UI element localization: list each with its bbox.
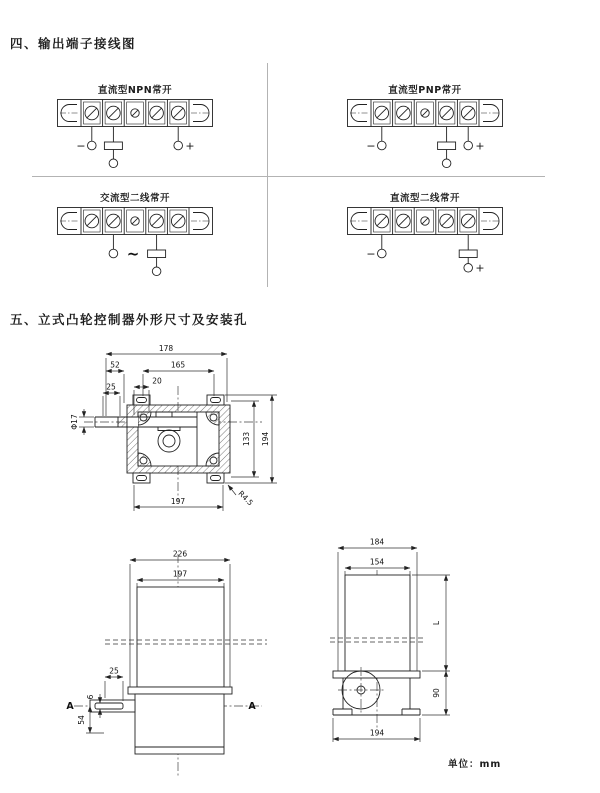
housing	[95, 395, 230, 483]
minus-label: −	[76, 139, 86, 153]
dim-25: 25	[106, 382, 116, 392]
load-symbol	[459, 250, 477, 258]
dim-20: 20	[152, 376, 162, 386]
dim-165: 165	[170, 360, 186, 370]
minus-label: −	[366, 247, 376, 261]
section4-heading: 四、输出端子接线图	[10, 36, 137, 51]
terminal-strip-drawing	[340, 97, 510, 175]
body	[330, 575, 425, 715]
front-view-drawing	[60, 540, 280, 785]
terminal-strip-drawing	[50, 205, 220, 283]
dim-184: 184	[369, 537, 385, 547]
diagram-title: 交流型二线常开	[99, 193, 170, 204]
wires	[88, 127, 183, 168]
flange	[333, 671, 420, 678]
ac-wave-label: ~	[126, 245, 140, 263]
plus-label: +	[185, 139, 195, 153]
load-symbol	[104, 142, 122, 150]
wiring-diagram-ac-2wire	[50, 190, 220, 283]
dim-corner-radius: R4.5	[236, 488, 256, 508]
load-symbol	[148, 250, 166, 258]
dim-shaft-dia: Φ17	[70, 414, 79, 430]
plus-label: +	[475, 139, 485, 153]
quadrant-divider-vertical	[267, 63, 268, 287]
dim-194: 194	[369, 728, 385, 738]
wiring-diagram-pnp	[340, 82, 510, 175]
dim-133: 133	[242, 431, 251, 447]
diagram-title: 直流型NPN常开	[97, 85, 173, 96]
terminal-strip-drawing	[340, 205, 510, 283]
shaft-hatch	[118, 417, 127, 427]
dim-52: 52	[110, 360, 120, 370]
flange	[128, 687, 232, 694]
dim-178: 178	[158, 344, 174, 353]
unit-note: 单位：mm	[448, 759, 502, 770]
dim-L: L	[432, 620, 441, 626]
diagram-title: 直流型二线常开	[389, 193, 460, 204]
dim-197: 197	[170, 497, 186, 506]
dim-90: 90	[432, 688, 441, 698]
section-label-left: A	[66, 701, 74, 712]
dim-194: 194	[261, 431, 270, 447]
plus-label: +	[475, 261, 485, 275]
wires	[378, 127, 473, 168]
top-view-drawing	[70, 338, 300, 516]
dim-54: 54	[77, 715, 86, 725]
section-label-right: A	[248, 701, 256, 712]
dim-197: 197	[172, 569, 188, 579]
quadrant-divider-horizontal	[32, 176, 545, 177]
wiring-diagram-dc-2wire	[340, 190, 510, 283]
wiring-diagram-npn	[50, 82, 220, 175]
dim-6: 6	[86, 694, 95, 700]
minus-label: −	[366, 139, 376, 153]
dim-25: 25	[109, 666, 119, 676]
side-view-drawing	[310, 530, 490, 788]
wires	[378, 235, 478, 272]
shaft	[90, 700, 135, 712]
diagram-title: 直流型PNP常开	[388, 85, 462, 96]
dim-154: 154	[369, 557, 385, 567]
terminal-strip-drawing	[50, 97, 220, 175]
section5-heading: 五、立式凸轮控制器外形尺寸及安装孔	[10, 312, 249, 327]
load-symbol	[438, 142, 456, 150]
dim-226: 226	[172, 549, 188, 559]
